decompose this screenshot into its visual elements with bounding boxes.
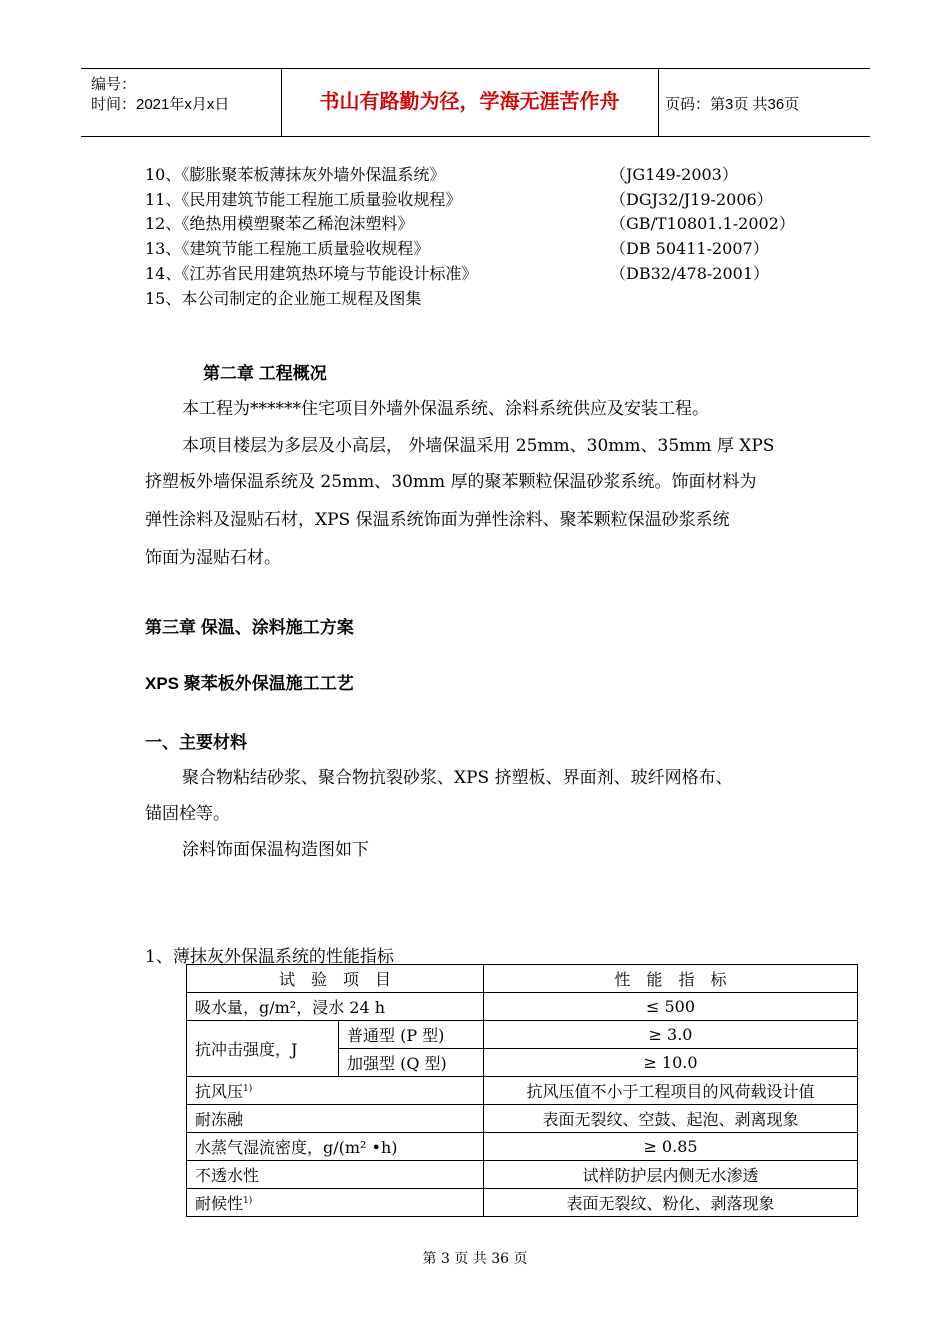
reference-title: 《膨胀聚苯板薄抹灰外墙外保温系统》 [181, 165, 446, 184]
reference-code: （DB 50411-2007） [610, 239, 769, 258]
table-cell-subtype: 普通型 (P 型) [339, 1021, 484, 1049]
reference-number: 13、 [145, 239, 182, 258]
table-row [187, 993, 858, 1021]
materials-line-1: 聚合物粘结砂浆、聚合物抗裂砂浆、XPS 挤塑板、界面剂、玻纤网格布、 [182, 768, 733, 788]
table-cell-item: 吸水量，g/m²，浸水 24 h [187, 993, 484, 1021]
table-cell-item: 水蒸气湿流密度，g/(m² •h) [187, 1133, 484, 1161]
reference-number: 10、 [145, 165, 182, 184]
table-row [187, 1077, 858, 1105]
table-row [187, 1161, 858, 1189]
table-cell-item: 不透水性 [187, 1161, 484, 1189]
list-item [145, 261, 477, 284]
chapter3-title: 第三章 保温、涂料施工方案 [145, 618, 354, 637]
reference-title: 《民用建筑节能工程施工质量验收规程》 [181, 190, 462, 209]
list-item [145, 286, 421, 309]
section-heading-materials: 一、主要材料 [145, 733, 247, 752]
reference-title: 本公司制定的企业施工规程及图集 [181, 289, 422, 308]
table-cell-item: 耐冻融 [187, 1105, 484, 1133]
table-cell-value: ≥ 10.0 [484, 1049, 858, 1077]
table-header-item: 试 验 项 目 [187, 965, 484, 993]
table-row [187, 1189, 858, 1217]
list-item [145, 211, 413, 234]
table-cell-value: ≤ 500 [484, 993, 858, 1021]
header-motto: 书山有路勤为径，学海无涯苦作舟 [319, 91, 620, 113]
table-cell-value: 试样防护层内侧无水渗透 [484, 1161, 858, 1189]
chapter3-subtitle: XPS 聚苯板外保温施工工艺 [145, 674, 354, 693]
materials-line-2: 锚固栓等。 [145, 804, 230, 824]
table-row [187, 1021, 858, 1049]
reference-number: 12、 [145, 214, 182, 233]
date-label: 时间：2021年x月x日 [91, 96, 230, 113]
chapter2-paragraph-1: 本工程为******住宅项目外墙外保温系统、涂料系统供应及安装工程。 [182, 399, 709, 419]
header-divider-right [658, 69, 659, 136]
table-cell-item-text: 耐候性 [195, 1194, 244, 1213]
table-header-row [187, 965, 858, 993]
page-header [81, 68, 870, 137]
header-page-info: 页码：第3页 共36页 [665, 96, 800, 113]
reference-code: （GB/T10801.1-2002） [610, 214, 795, 233]
table-row [187, 1105, 858, 1133]
page-footer: 第 3 页 共 36 页 [422, 1251, 528, 1267]
reference-code: （DB32/478-2001） [610, 264, 770, 283]
reference-number: 11、 [145, 190, 182, 209]
reference-title: 《建筑节能工程施工质量验收规程》 [181, 239, 430, 258]
diagram-note: 涂料饰面保温构造图如下 [182, 840, 369, 860]
table-cell-value: 表面无裂纹、粉化、剥落现象 [484, 1189, 858, 1217]
table-header-value: 性 能 指 标 [484, 965, 858, 993]
performance-table [186, 964, 858, 1217]
table-cell-item [187, 1189, 484, 1217]
reference-number: 15、 [145, 289, 182, 308]
chapter2-paragraph-2-line-1: 本项目楼层为多层及小高层， 外墙保温采用 25mm、30mm、35mm 厚 XPS [182, 436, 775, 456]
chapter2-paragraph-2-line-4: 饰面为湿贴石材。 [145, 548, 281, 568]
table-cell-value: 表面无裂纹、空鼓、起泡、剥离现象 [484, 1105, 858, 1133]
reference-title: 《江苏省民用建筑热环境与节能设计标准》 [181, 264, 478, 283]
list-item [145, 162, 445, 185]
list-item [145, 236, 429, 259]
chapter2-paragraph-2-line-2: 挤塑板外墙保温系统及 25mm、30mm 厚的聚苯颗粒保温砂浆系统。饰面材料为 [145, 472, 757, 492]
table-caption: 1、薄抹灰外保温系统的性能指标 [145, 947, 394, 967]
reference-code: （DGJ32/J19-2006） [610, 190, 773, 209]
table-cell-value: ≥ 3.0 [484, 1021, 858, 1049]
table-cell-item [187, 1077, 484, 1105]
table-cell-value: 抗风压值不小于工程项目的风荷载设计值 [484, 1077, 858, 1105]
table-cell-value: ≥ 0.85 [484, 1133, 858, 1161]
chapter2-title: 第二章 工程概况 [203, 364, 327, 383]
list-item [145, 187, 461, 210]
chapter2-paragraph-2-line-3: 弹性涂料及湿贴石材，XPS 保温系统饰面为弹性涂料、聚苯颗粒保温砂浆系统 [145, 510, 730, 530]
footnote-marker: 1) [243, 1196, 253, 1206]
reference-number: 14、 [145, 264, 182, 283]
table-cell-item: 抗冲击强度，J [187, 1021, 339, 1077]
footnote-marker: 1) [243, 1084, 253, 1094]
table-cell-item-text: 抗风压 [195, 1082, 244, 1101]
table-row [187, 1133, 858, 1161]
reference-code: （JG149-2003） [610, 165, 738, 184]
code-label: 编号： [91, 76, 137, 93]
table-cell-subtype: 加强型 (Q 型) [339, 1049, 484, 1077]
reference-title: 《绝热用模塑聚苯乙稀泡沫塑料》 [181, 214, 414, 233]
